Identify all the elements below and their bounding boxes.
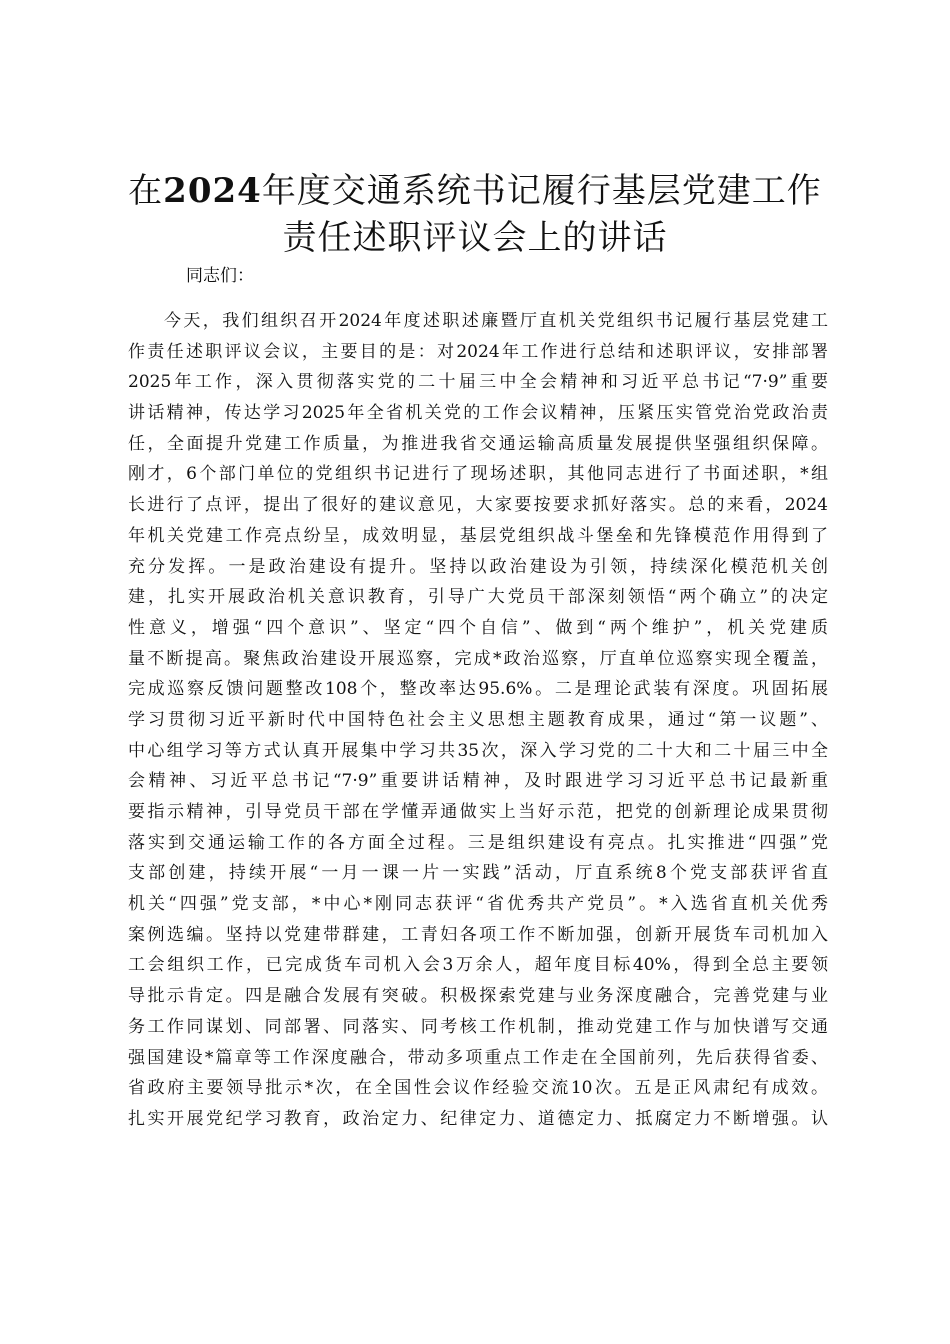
body-paragraph xyxy=(128,306,828,1135)
body-text-line: 年机关党建工作亮点纷呈，成效明显，基层党组织战斗堡垒和先锋模范作用得到了 xyxy=(128,525,828,546)
title-suffix: 年度交通系统书记履行基层党建工作 xyxy=(261,171,822,211)
body-text-line: 省政府主要领导批示*次，在全国性会议作经验交流10次。五是正风肃纪有成效。 xyxy=(128,1078,828,1099)
body-text-line: 会精神、习近平总书记“7·9”重要讲话精神，及时跟进学习习近平总书记最新重 xyxy=(128,771,828,792)
body-text-line: 作责任述职评议会议，主要目的是：对2024年工作进行总结和述职评议，安排部署 xyxy=(128,341,828,362)
body-text-line: 长进行了点评，提出了很好的建议意见，大家要按要求抓好落实。总的来看，2024 xyxy=(128,495,828,516)
title-prefix: 在 xyxy=(128,171,164,211)
body-text-line: 扎实开展党纪学习教育，政治定力、纪律定力、道德定力、抵腐定力不断增强。认 xyxy=(128,1108,828,1129)
body-text-line: 落实到交通运输工作的各方面全过程。三是组织建设有亮点。扎实推进“四强”党 xyxy=(128,832,828,853)
body-text-line: 讲话精神，传达学习2025年全省机关党的工作会议精神，压紧压实管党治党政治责 xyxy=(128,403,828,424)
body-text-line: 充分发挥。一是政治建设有提升。坚持以政治建设为引领，持续深化模范机关创 xyxy=(128,556,828,577)
body-text-line: 案例选编。坚持以党建带群建，工青妇各项工作不断加强，创新开展货车司机加入 xyxy=(128,924,828,945)
body-text-line: 性意义，增强“四个意识”、坚定“四个自信”、做到“两个维护”，机关党建质 xyxy=(128,617,828,638)
body-text-line: 强国建设*篇章等工作深度融合，带动多项重点工作走在全国前列，先后获得省委、 xyxy=(128,1047,828,1068)
body-text-line: 支部创建，持续开展“一月一课一片一实践”活动，厅直系统8个党支部获评省直 xyxy=(128,863,828,884)
body-text-line: 学习贯彻习近平新时代中国特色社会主义思想主题教育成果，通过“第一议题”、 xyxy=(128,709,828,730)
body-text-line: 机关“四强”党支部，*中心*刚同志获评“省优秀共产党员”。*入选省直机关优秀 xyxy=(128,894,828,915)
body-text-line: 工会组织工作，已完成货车司机入会3万余人，超年度目标40%，得到全总主要领 xyxy=(128,955,828,976)
body-text-line: 导批示肯定。四是融合发展有突破。积极探索党建与业务深度融合，完善党建与业 xyxy=(128,986,828,1007)
body-text-line: 建，扎实开展政治机关意识教育，引导广大党员干部深刻领悟“两个确立”的决定 xyxy=(128,587,828,608)
document-title-line-1 xyxy=(100,167,850,215)
body-text-line: 完成巡察反馈问题整改108个，整改率达95.6%。二是理论武装有深度。巩固拓展 xyxy=(128,679,828,700)
body-text-line: 刚才，6个部门单位的党组织书记进行了现场述职，其他同志进行了书面述职，*组 xyxy=(128,464,828,485)
body-text-line: 中心组学习等方式认真开展集中学习共35次，深入学习党的二十大和二十届三中全 xyxy=(128,740,828,761)
body-text-line: 务工作同谋划、同部署、同落实、同考核工作机制，推动党建工作与加快谱写交通 xyxy=(128,1016,828,1037)
salutation: 同志们： xyxy=(186,266,254,286)
body-text-line: 要指示精神，引导党员干部在学懂弄通做实上当好示范，把党的创新理论成果贯彻 xyxy=(128,802,828,822)
body-text-line: 任，全面提升党建工作质量，为推进我省交通运输高质量发展提供坚强组织保障。 xyxy=(128,433,828,454)
body-text-line: 今天，我们组织召开2024年度述职述廉暨厅直机关党组织书记履行基层党建工 xyxy=(164,311,828,331)
body-text-line: 2025年工作，深入贯彻落实党的二十届三中全会精神和习近平总书记“7·9”重要 xyxy=(128,372,828,393)
title-year: 2024 xyxy=(163,171,262,211)
body-text-line: 量不断提高。聚焦政治建设开展巡察，完成*政治巡察，厅直单位巡察实现全覆盖， xyxy=(128,648,828,669)
document-title-line-2: 责任述职评议会上的讲话 xyxy=(282,218,668,258)
